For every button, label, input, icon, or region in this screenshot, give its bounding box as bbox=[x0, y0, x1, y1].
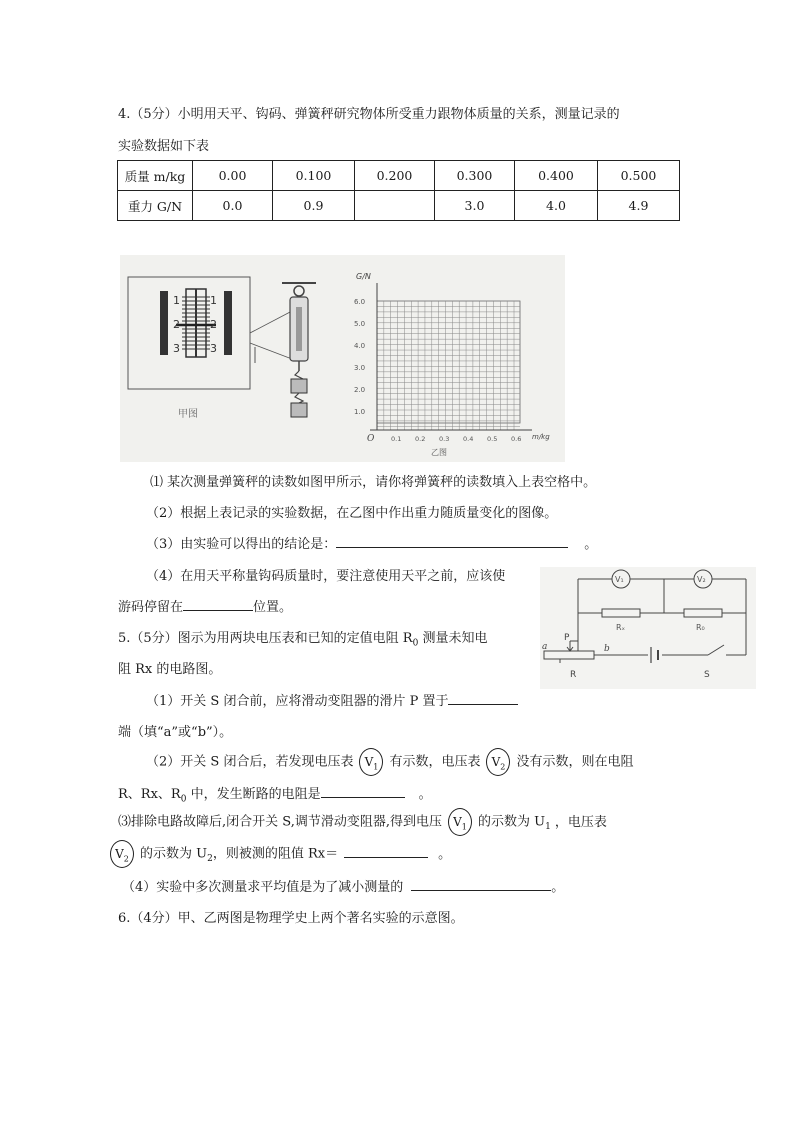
table-cell: 质量 m/kg bbox=[118, 161, 193, 191]
answer-blank[interactable] bbox=[336, 533, 568, 548]
q5-sub3f-text: 。 bbox=[438, 846, 452, 862]
y-tick: 3.0 bbox=[354, 364, 366, 372]
y-tick: 2.0 bbox=[354, 386, 366, 394]
q4-sub4c-text: 位置。 bbox=[253, 600, 293, 615]
y-tick: 6.0 bbox=[354, 298, 366, 306]
scale-mark: 3 bbox=[173, 342, 180, 355]
v-letter: V bbox=[115, 847, 124, 861]
rx-label: Rₓ bbox=[616, 623, 626, 632]
q5-sub1b: 端（填“a”或“b”）。 bbox=[118, 725, 233, 740]
q5-sub3d-text: 的示数为 U bbox=[140, 846, 208, 862]
v-letter: V bbox=[364, 755, 374, 769]
q5-line1-sub: 0 bbox=[412, 638, 419, 649]
v-sub: 1 bbox=[373, 762, 379, 772]
q4-sub3-text: （3）由实验可以得出的结论是： bbox=[146, 537, 337, 552]
q5-sub2f-text: 。 bbox=[418, 787, 432, 802]
scale-mark: 2 bbox=[210, 318, 217, 331]
table-cell-empty[interactable] bbox=[355, 191, 435, 221]
scale-mark: 1 bbox=[173, 294, 180, 307]
q5-line1-text: 5.（5分）图示为用两块电压表和已知的定值电阻 R bbox=[118, 631, 413, 646]
v-sub: 2 bbox=[500, 762, 506, 772]
q5-sub3a-text: ⑶排除电路故障后,闭合开关 S,调节滑动变阻器,得到电压 bbox=[118, 814, 442, 830]
figure-svg bbox=[120, 255, 565, 462]
q5-sub4 bbox=[122, 876, 564, 895]
q5-sub2 bbox=[146, 748, 633, 776]
q5-sub4b-text: 。 bbox=[551, 880, 565, 895]
q5-sub1a-text: （1）开关 S 闭合前，应将滑动变阻器的滑片 P 置于 bbox=[146, 694, 449, 709]
v-sub: 2 bbox=[123, 854, 129, 864]
answer-blank[interactable] bbox=[344, 843, 428, 858]
scale-mark: 2 bbox=[173, 318, 180, 331]
q5-sub4a-text: （4）实验中多次测量求平均值是为了减小测量的 bbox=[122, 880, 404, 895]
jia-label: 甲图 bbox=[178, 409, 198, 420]
circuit-diagram bbox=[540, 567, 756, 689]
q4-sub4b-text: 游码停留在 bbox=[118, 600, 184, 615]
table-cell: 0.0 bbox=[193, 191, 273, 221]
q5-sub3 bbox=[118, 808, 607, 840]
r-label: R bbox=[570, 670, 577, 680]
table-cell: 0.100 bbox=[273, 161, 355, 191]
v-letter: V bbox=[453, 815, 462, 829]
q4-sub4b bbox=[118, 596, 292, 615]
table-row-mass bbox=[118, 161, 680, 191]
v-sub: 1 bbox=[461, 822, 467, 832]
table-cell: 0.9 bbox=[273, 191, 355, 221]
q5-sub3-line2 bbox=[104, 840, 451, 872]
b-label: b bbox=[604, 644, 610, 654]
spring-scale-figure bbox=[120, 255, 565, 462]
y-tick: 5.0 bbox=[354, 320, 366, 328]
q5-sub3c-text: ，电压表 bbox=[554, 814, 607, 830]
answer-blank[interactable] bbox=[448, 690, 518, 705]
q4-sub3 bbox=[146, 533, 597, 552]
q5-line1 bbox=[118, 627, 487, 649]
q5-sub1a bbox=[146, 690, 518, 709]
origin-label: O bbox=[367, 434, 375, 444]
table-row-gravity bbox=[118, 191, 680, 221]
voltmeter-v2-symbol bbox=[110, 840, 134, 868]
q6-line1: 6.（4分）甲、乙两图是物理学史上两个著名实验的示意图。 bbox=[118, 911, 464, 926]
table-cell: 0.300 bbox=[435, 161, 515, 191]
q5-sub3b-sub: 1 bbox=[545, 822, 551, 833]
s-label: S bbox=[704, 670, 710, 680]
q5-sub3d-sub: 2 bbox=[207, 854, 213, 865]
data-table bbox=[117, 160, 680, 221]
y-tick: 4.0 bbox=[354, 342, 366, 350]
x-tick: 0.1 bbox=[391, 435, 402, 443]
x-tick: 0.2 bbox=[415, 435, 426, 443]
q5-sub2d-sub: 0 bbox=[180, 794, 187, 805]
p-label: P bbox=[564, 633, 570, 643]
q4-line1: 4.（5分）小明用天平、钩码、弹簧秤研究物体所受重力跟物体质量的关系，测量记录的 bbox=[118, 107, 620, 122]
table-cell: 0.200 bbox=[355, 161, 435, 191]
v-letter: V bbox=[491, 755, 501, 769]
q4-sub3-end: 。 bbox=[584, 537, 598, 552]
q4-sub2: （2）根据上表记录的实验数据，在乙图中作出重力随质量变化的图像。 bbox=[146, 506, 558, 521]
table-cell: 0.00 bbox=[193, 161, 273, 191]
yi-label: 乙图 bbox=[431, 448, 447, 457]
q5-sub2c-text: 没有示数，则在电阻 bbox=[516, 754, 634, 770]
answer-blank[interactable] bbox=[411, 876, 551, 891]
table-cell: 0.500 bbox=[598, 161, 680, 191]
q5-sub2a-text: （2）开关 S 闭合后，若发现电压表 bbox=[146, 754, 354, 770]
table-cell: 4.9 bbox=[598, 191, 680, 221]
axis-y-label: G/N bbox=[356, 272, 371, 281]
table-cell: 0.400 bbox=[515, 161, 598, 191]
q4-line2: 实验数据如下表 bbox=[118, 139, 210, 154]
q4-sub1: ⑴ 某次测量弹簧秤的读数如图甲所示，请你将弹簧秤的读数填入上表空格中。 bbox=[150, 475, 597, 490]
q5-sub2d-text: R、Rx、R bbox=[118, 787, 181, 802]
table-cell: 4.0 bbox=[515, 191, 598, 221]
voltmeter-v1-symbol bbox=[359, 748, 383, 776]
q5-sub2e-text: 中，发生断路的电阻是 bbox=[186, 787, 321, 802]
x-tick: 0.4 bbox=[463, 435, 474, 443]
q4-sub4a: （4）在用天平称量钩码质量时，要注意使用天平之前，应该使 bbox=[146, 569, 506, 584]
q5-sub2-line2 bbox=[118, 783, 432, 805]
circuit-svg bbox=[540, 567, 756, 689]
voltmeter-v2-symbol bbox=[486, 748, 510, 776]
q5-line2: 阻 Rx 的电路图。 bbox=[118, 662, 222, 677]
r0-label: R₀ bbox=[696, 623, 705, 632]
x-tick: 0.5 bbox=[487, 435, 498, 443]
voltmeter-v1-symbol bbox=[448, 808, 472, 836]
table-cell: 重力 G/N bbox=[118, 191, 193, 221]
scale-mark: 3 bbox=[210, 342, 217, 355]
answer-blank[interactable] bbox=[321, 783, 405, 798]
a-label: a bbox=[542, 642, 548, 652]
x-tick: 0.6 bbox=[511, 435, 522, 443]
v2-label: V₂ bbox=[697, 575, 706, 584]
q5-sub3b-text: 的示数为 U bbox=[477, 814, 546, 830]
q5-line1-end: 测量未知电 bbox=[418, 631, 488, 646]
x-tick: 0.3 bbox=[439, 435, 450, 443]
table-cell: 3.0 bbox=[435, 191, 515, 221]
axis-x-label: m/kg bbox=[532, 433, 550, 441]
answer-blank[interactable] bbox=[183, 596, 253, 611]
q5-sub2b-text: 有示数，电压表 bbox=[389, 754, 481, 770]
q5-sub3e-text: ，则被测的阻值 Rx＝ bbox=[212, 846, 339, 862]
scale-mark: 1 bbox=[210, 294, 217, 307]
v1-label: V₁ bbox=[615, 575, 624, 584]
y-tick: 1.0 bbox=[354, 408, 366, 416]
